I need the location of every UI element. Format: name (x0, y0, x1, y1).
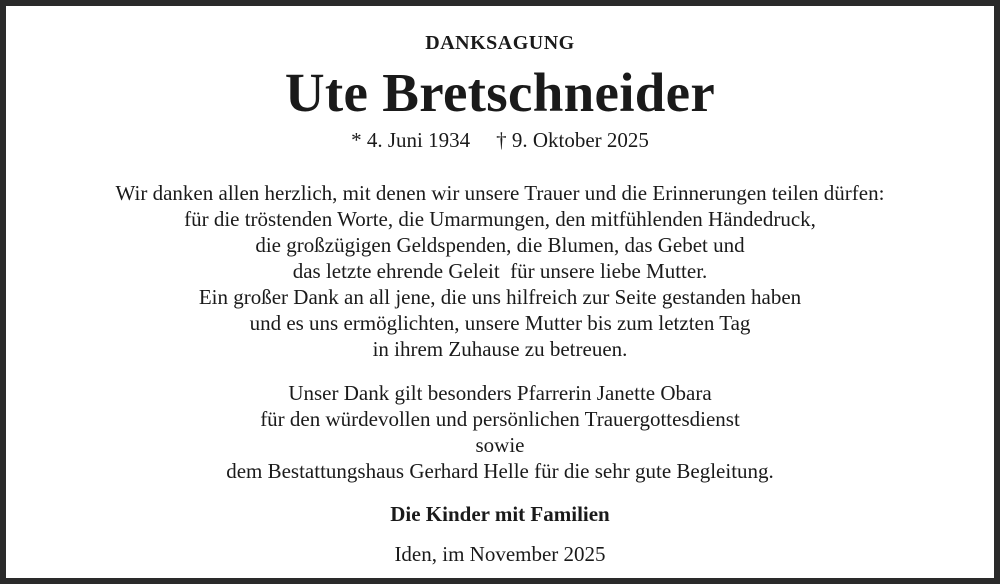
birth-date: * 4. Juni 1934 (351, 128, 471, 152)
life-dates (6, 126, 994, 154)
special-line: dem Bestattungshaus Gerhard Helle für die sehr gute Begleitung. (226, 459, 774, 483)
thanks-paragraph (6, 180, 994, 362)
thanks-line: und es uns ermöglichten, unsere Mutter bis zum letzten Tag (249, 311, 751, 335)
death-date: † 9. Oktober 2025 (496, 128, 649, 152)
notice-heading: DANKSAGUNG (425, 32, 575, 54)
special-line: Unser Dank gilt besonders Pfarrerin Janette Obara (288, 381, 712, 405)
special-thanks-paragraph (6, 380, 994, 484)
thanks-line: Wir danken allen herzlich, mit denen wir unsere Trauer und die Erinnerungen teilen dürfen: (115, 181, 885, 205)
thanks-line: die großzügigen Geldspenden, die Blumen, das Gebet und (255, 233, 745, 257)
special-line: sowie (475, 433, 525, 457)
signature: Die Kinder mit Familien (390, 502, 610, 526)
deceased-name: Ute Bretschneider (284, 62, 716, 123)
place-date: Iden, im November 2025 (394, 542, 606, 566)
thanks-line: in ihrem Zuhause zu betreuen. (372, 337, 628, 361)
thanks-line: das letzte ehrende Geleit für unsere liebe Mutter. (292, 259, 708, 283)
thanks-line: Ein großer Dank an all jene, die uns hilfreich zur Seite gestanden haben (198, 285, 802, 309)
thanks-line: für die tröstenden Worte, die Umarmungen, den mitfühlenden Händedruck, (184, 207, 816, 231)
special-line: für den würdevollen und persönlichen Trauergottesdienst (260, 407, 740, 431)
